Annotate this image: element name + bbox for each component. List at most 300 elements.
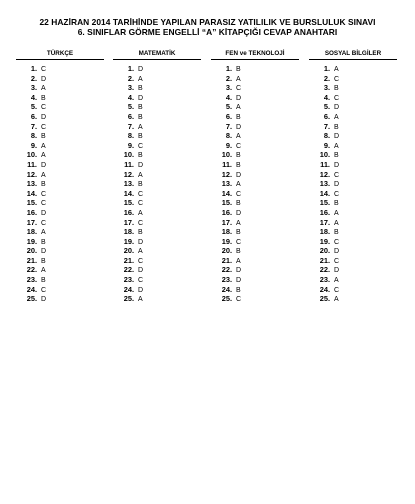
answer-row bbox=[211, 93, 299, 103]
answer-letter: A bbox=[138, 171, 143, 179]
answer-row bbox=[16, 285, 104, 295]
question-number: 13. bbox=[123, 179, 134, 189]
question-number: 3. bbox=[30, 83, 37, 93]
answer-letter: A bbox=[41, 229, 46, 237]
answer-letter: B bbox=[41, 257, 46, 265]
answer-letter: A bbox=[138, 209, 143, 217]
answer-letter: B bbox=[236, 161, 241, 169]
question-number: 18. bbox=[123, 227, 134, 237]
question-number: 8. bbox=[323, 131, 330, 141]
answer-row bbox=[211, 150, 299, 160]
answer-row bbox=[113, 141, 201, 151]
answer-row bbox=[309, 64, 397, 74]
answer-row bbox=[309, 93, 397, 103]
question-number: 24. bbox=[123, 284, 134, 294]
question-number: 11. bbox=[124, 159, 134, 169]
answer-letter: B bbox=[236, 286, 241, 294]
column-divider bbox=[113, 59, 201, 60]
answer-letter: B bbox=[236, 113, 241, 121]
answer-column bbox=[309, 49, 397, 304]
answer-row bbox=[211, 112, 299, 122]
question-number: 13. bbox=[319, 179, 330, 189]
answer-row bbox=[309, 246, 397, 256]
answer-row bbox=[211, 227, 299, 237]
column-heading: MATEMATİK bbox=[138, 50, 176, 57]
answer-row bbox=[113, 189, 201, 199]
question-number: 4. bbox=[30, 92, 37, 102]
answer-letter: B bbox=[236, 66, 241, 73]
answer-row bbox=[211, 122, 299, 132]
answer-letter: C bbox=[41, 123, 47, 131]
answer-row bbox=[16, 102, 104, 112]
question-number: 8. bbox=[225, 131, 232, 141]
answer-row bbox=[113, 170, 201, 180]
question-number: 16. bbox=[319, 207, 330, 217]
answer-letter: A bbox=[138, 248, 143, 256]
answer-row bbox=[211, 285, 299, 295]
answer-row bbox=[16, 74, 104, 84]
question-number: 14. bbox=[221, 188, 232, 198]
question-number: 12. bbox=[221, 169, 232, 179]
answer-row bbox=[309, 189, 397, 199]
answer-letter: D bbox=[138, 161, 144, 169]
answer-letter: A bbox=[334, 219, 339, 227]
answer-row bbox=[211, 74, 299, 84]
answer-row bbox=[211, 102, 299, 112]
answer-row bbox=[309, 102, 397, 112]
answer-letter: A bbox=[236, 133, 241, 141]
answer-row bbox=[16, 294, 104, 304]
answer-row bbox=[211, 170, 299, 180]
document-title: 22 HAZİRAN 2014 TARİHİNDE YAPILAN PARASIZ YATILILIK VE BURSLULUK SINAVI bbox=[39, 17, 376, 27]
answer-row bbox=[113, 265, 201, 275]
answer-row bbox=[16, 246, 104, 256]
answer-letter: B bbox=[334, 85, 339, 93]
question-number: 12. bbox=[26, 169, 37, 179]
column-divider bbox=[211, 59, 299, 60]
column-heading: FEN ve TEKNOLOJİ bbox=[225, 50, 285, 57]
question-number: 19. bbox=[26, 236, 37, 246]
answer-row bbox=[113, 285, 201, 295]
question-number: 6. bbox=[127, 111, 134, 121]
question-number: 15. bbox=[319, 198, 330, 208]
question-number: 9. bbox=[225, 140, 232, 150]
answer-row bbox=[309, 237, 397, 247]
question-number: 22. bbox=[26, 265, 37, 275]
question-number: 17. bbox=[319, 217, 330, 227]
question-number: 25. bbox=[26, 294, 37, 304]
answer-row bbox=[309, 122, 397, 132]
question-number: 22. bbox=[319, 265, 330, 275]
answer-row bbox=[309, 83, 397, 93]
answer-row bbox=[113, 93, 201, 103]
question-number: 5. bbox=[225, 102, 232, 112]
answer-row bbox=[113, 275, 201, 285]
answer-row bbox=[309, 131, 397, 141]
answer-row bbox=[16, 150, 104, 160]
answer-letter: C bbox=[138, 142, 144, 150]
answer-row bbox=[211, 246, 299, 256]
answer-letter: B bbox=[41, 133, 46, 141]
answer-letter: D bbox=[41, 248, 47, 256]
answer-letter: D bbox=[236, 267, 242, 275]
answer-letter: A bbox=[334, 66, 339, 73]
question-number: 10. bbox=[26, 150, 37, 160]
question-number: 9. bbox=[30, 140, 37, 150]
question-number: 4. bbox=[323, 92, 330, 102]
question-number: 8. bbox=[30, 131, 37, 141]
answer-row bbox=[113, 112, 201, 122]
question-number: 14. bbox=[123, 188, 134, 198]
answer-row bbox=[113, 246, 201, 256]
answer-row bbox=[113, 150, 201, 160]
answer-row bbox=[113, 198, 201, 208]
answer-row bbox=[309, 256, 397, 266]
answer-letter: B bbox=[138, 104, 143, 112]
answer-letter: D bbox=[236, 171, 242, 179]
answer-row bbox=[211, 64, 299, 74]
question-number: 10. bbox=[123, 150, 134, 160]
answer-row bbox=[113, 218, 201, 228]
answer-letter: B bbox=[334, 229, 339, 237]
answer-row bbox=[309, 141, 397, 151]
answer-row bbox=[211, 237, 299, 247]
answer-letter: A bbox=[236, 75, 241, 83]
answer-letter: C bbox=[41, 200, 47, 208]
answer-letter: C bbox=[334, 238, 340, 246]
answer-letter: C bbox=[41, 286, 47, 294]
answer-row bbox=[16, 227, 104, 237]
question-number: 19. bbox=[123, 236, 134, 246]
answer-letter: A bbox=[138, 296, 143, 304]
answer-row bbox=[113, 74, 201, 84]
answer-letter: C bbox=[334, 286, 340, 294]
question-number: 5. bbox=[323, 102, 330, 112]
answer-letter: C bbox=[138, 219, 144, 227]
answer-row bbox=[113, 179, 201, 189]
answer-letter: D bbox=[334, 133, 340, 141]
answer-letter: D bbox=[236, 94, 242, 102]
answer-letter: A bbox=[334, 209, 339, 217]
question-number: 17. bbox=[26, 217, 37, 227]
answer-row bbox=[211, 189, 299, 199]
question-number: 23. bbox=[26, 275, 37, 285]
answer-row bbox=[211, 275, 299, 285]
answer-letter: B bbox=[334, 152, 339, 160]
answer-letter: D bbox=[138, 267, 144, 275]
question-number: 21. bbox=[221, 255, 232, 265]
answer-row bbox=[211, 198, 299, 208]
answer-row bbox=[16, 93, 104, 103]
answer-row bbox=[309, 275, 397, 285]
answer-letter: C bbox=[138, 200, 144, 208]
answer-letter: D bbox=[138, 66, 144, 73]
answer-column bbox=[211, 49, 299, 304]
question-number: 10. bbox=[319, 150, 330, 160]
answer-letter: A bbox=[236, 219, 241, 227]
question-number: 8. bbox=[127, 131, 134, 141]
answer-letter: A bbox=[236, 257, 241, 265]
question-number: 15. bbox=[26, 198, 37, 208]
question-number: 13. bbox=[26, 179, 37, 189]
question-number: 3. bbox=[127, 83, 134, 93]
question-number: 7. bbox=[225, 121, 232, 131]
answer-letter: B bbox=[236, 200, 241, 208]
answer-letter: C bbox=[236, 238, 242, 246]
question-number: 13. bbox=[221, 179, 232, 189]
answer-row bbox=[211, 218, 299, 228]
question-number: 1. bbox=[30, 64, 37, 73]
question-number: 18. bbox=[319, 227, 330, 237]
question-number: 6. bbox=[323, 111, 330, 121]
answer-row bbox=[309, 74, 397, 84]
question-number: 11. bbox=[27, 159, 37, 169]
answer-letter: C bbox=[41, 219, 47, 227]
answer-row bbox=[309, 150, 397, 160]
answer-letter: C bbox=[138, 257, 144, 265]
question-number: 19. bbox=[221, 236, 232, 246]
answer-row bbox=[16, 237, 104, 247]
question-number: 25. bbox=[123, 294, 134, 304]
answer-letter: D bbox=[41, 161, 47, 169]
question-number: 10. bbox=[221, 150, 232, 160]
question-number: 12. bbox=[319, 169, 330, 179]
answer-row bbox=[113, 64, 201, 74]
question-number: 20. bbox=[221, 246, 232, 256]
answer-row bbox=[113, 237, 201, 247]
answer-letter: C bbox=[236, 296, 242, 304]
question-number: 15. bbox=[221, 198, 232, 208]
question-number: 9. bbox=[127, 140, 134, 150]
document-subtitle: 6. SINIFLAR GÖRME ENGELLİ “A” KİTAPÇIĞI CEVAP ANAHTARI bbox=[77, 27, 338, 37]
answer-letter: B bbox=[138, 229, 143, 237]
answer-letter: D bbox=[41, 113, 47, 121]
answer-letter: B bbox=[236, 152, 241, 160]
answer-letter: B bbox=[334, 123, 339, 131]
answer-letter: C bbox=[41, 66, 47, 73]
question-number: 11. bbox=[222, 159, 232, 169]
answer-row bbox=[113, 256, 201, 266]
answer-letter: C bbox=[236, 190, 242, 198]
answer-letter: B bbox=[41, 94, 46, 102]
answer-letter: B bbox=[236, 229, 241, 237]
answer-row bbox=[211, 131, 299, 141]
answer-letter: B bbox=[138, 152, 143, 160]
answer-row bbox=[309, 179, 397, 189]
question-number: 18. bbox=[26, 227, 37, 237]
question-number: 21. bbox=[123, 255, 134, 265]
answer-letter: D bbox=[41, 296, 47, 304]
answer-letter: B bbox=[236, 248, 241, 256]
question-number: 22. bbox=[221, 265, 232, 275]
answer-letter: C bbox=[334, 94, 340, 102]
answer-letter: D bbox=[138, 94, 144, 102]
answer-row bbox=[113, 131, 201, 141]
answer-row bbox=[211, 294, 299, 304]
question-number: 18. bbox=[221, 227, 232, 237]
answer-row bbox=[16, 170, 104, 180]
answer-letter: A bbox=[334, 142, 339, 150]
answer-letter: B bbox=[138, 181, 143, 189]
answer-letter: A bbox=[334, 277, 339, 285]
question-number: 20. bbox=[26, 246, 37, 256]
answer-row bbox=[211, 265, 299, 275]
question-number: 2. bbox=[323, 73, 330, 83]
answer-row bbox=[309, 112, 397, 122]
answer-row bbox=[309, 294, 397, 304]
answer-row bbox=[211, 83, 299, 93]
question-number: 21. bbox=[26, 255, 37, 265]
question-number: 23. bbox=[319, 275, 330, 285]
question-number: 4. bbox=[225, 92, 232, 102]
question-number: 24. bbox=[26, 284, 37, 294]
answer-row bbox=[309, 170, 397, 180]
answer-column bbox=[113, 49, 201, 304]
question-number: 3. bbox=[323, 83, 330, 93]
question-number: 7. bbox=[30, 121, 37, 131]
answer-row bbox=[16, 265, 104, 275]
answer-row bbox=[16, 141, 104, 151]
answer-row bbox=[309, 285, 397, 295]
answer-row bbox=[113, 294, 201, 304]
answer-row bbox=[16, 83, 104, 93]
answer-letter: A bbox=[334, 113, 339, 121]
question-number: 2. bbox=[30, 73, 37, 83]
question-number: 19. bbox=[319, 236, 330, 246]
answer-row bbox=[211, 160, 299, 170]
question-number: 4. bbox=[127, 92, 134, 102]
answer-row bbox=[16, 179, 104, 189]
answer-letter: A bbox=[41, 267, 46, 275]
answer-letter: A bbox=[41, 142, 46, 150]
answer-row bbox=[309, 218, 397, 228]
answer-letter: C bbox=[41, 190, 47, 198]
answer-letter: C bbox=[138, 190, 144, 198]
question-number: 1. bbox=[127, 64, 134, 73]
question-number: 15. bbox=[123, 198, 134, 208]
answer-row bbox=[309, 227, 397, 237]
answer-letter: C bbox=[236, 85, 242, 93]
answer-letter: B bbox=[41, 238, 46, 246]
column-divider bbox=[16, 59, 104, 60]
question-number: 17. bbox=[123, 217, 134, 227]
answer-letter: A bbox=[236, 104, 241, 112]
answer-letter: D bbox=[236, 277, 242, 285]
answer-row bbox=[211, 179, 299, 189]
question-number: 1. bbox=[225, 64, 232, 73]
answer-letter: C bbox=[41, 104, 47, 112]
answer-letter: B bbox=[334, 200, 339, 208]
answer-row bbox=[16, 160, 104, 170]
answer-row bbox=[113, 227, 201, 237]
answer-row bbox=[309, 160, 397, 170]
answer-row bbox=[16, 131, 104, 141]
answer-letter: D bbox=[138, 286, 144, 294]
question-number: 20. bbox=[123, 246, 134, 256]
answer-column bbox=[16, 49, 104, 304]
answer-letter: D bbox=[334, 248, 340, 256]
answer-letter: A bbox=[138, 123, 143, 131]
answer-row bbox=[211, 256, 299, 266]
question-number: 23. bbox=[123, 275, 134, 285]
column-heading: SOSYAL BİLGİLER bbox=[324, 50, 382, 57]
answer-row bbox=[16, 198, 104, 208]
answer-letter: A bbox=[236, 181, 241, 189]
question-number: 17. bbox=[221, 217, 232, 227]
answer-letter: D bbox=[334, 104, 340, 112]
answer-letter: D bbox=[138, 238, 144, 246]
question-number: 1. bbox=[323, 64, 330, 73]
question-number: 14. bbox=[26, 188, 37, 198]
column-divider bbox=[309, 59, 397, 60]
question-number: 6. bbox=[30, 111, 37, 121]
answer-letter: D bbox=[236, 209, 242, 217]
answer-letter: A bbox=[41, 152, 46, 160]
question-number: 11. bbox=[320, 159, 330, 169]
question-number: 7. bbox=[127, 121, 134, 131]
answer-letter: C bbox=[138, 277, 144, 285]
question-number: 9. bbox=[323, 140, 330, 150]
question-number: 12. bbox=[123, 169, 134, 179]
answer-letter: D bbox=[334, 267, 340, 275]
question-number: 2. bbox=[127, 73, 134, 83]
answer-row bbox=[113, 208, 201, 218]
question-number: 3. bbox=[225, 83, 232, 93]
answer-letter: C bbox=[334, 257, 340, 265]
question-number: 24. bbox=[221, 284, 232, 294]
question-number: 20. bbox=[319, 246, 330, 256]
answer-letter: D bbox=[334, 181, 340, 189]
answer-row bbox=[211, 208, 299, 218]
question-number: 25. bbox=[221, 294, 232, 304]
answer-row bbox=[16, 112, 104, 122]
answer-row bbox=[113, 160, 201, 170]
answer-letter: B bbox=[41, 277, 46, 285]
answer-row bbox=[309, 198, 397, 208]
answer-letter: B bbox=[138, 133, 143, 141]
question-number: 24. bbox=[319, 284, 330, 294]
question-number: 2. bbox=[225, 73, 232, 83]
answer-row bbox=[16, 208, 104, 218]
answer-row bbox=[113, 83, 201, 93]
answer-letter: D bbox=[236, 123, 242, 131]
question-number: 14. bbox=[319, 188, 330, 198]
answer-letter: A bbox=[41, 171, 46, 179]
answer-letter: B bbox=[138, 113, 143, 121]
question-number: 6. bbox=[225, 111, 232, 121]
answer-letter: D bbox=[41, 75, 47, 83]
answer-row bbox=[309, 208, 397, 218]
answer-row bbox=[16, 189, 104, 199]
answer-row bbox=[16, 275, 104, 285]
answer-letter: A bbox=[334, 296, 339, 304]
answer-letter: C bbox=[334, 190, 340, 198]
answer-row bbox=[113, 122, 201, 132]
answer-letter: A bbox=[41, 85, 46, 93]
answer-letter: A bbox=[138, 75, 143, 83]
question-number: 25. bbox=[319, 294, 330, 304]
column-heading: TÜRKÇE bbox=[46, 50, 74, 57]
question-number: 16. bbox=[221, 207, 232, 217]
question-number: 16. bbox=[123, 207, 134, 217]
question-number: 22. bbox=[123, 265, 134, 275]
question-number: 16. bbox=[26, 207, 37, 217]
answer-row bbox=[16, 64, 104, 74]
answer-letter: B bbox=[138, 85, 143, 93]
question-number: 7. bbox=[323, 121, 330, 131]
answer-letter: D bbox=[41, 209, 47, 217]
answer-row bbox=[16, 122, 104, 132]
